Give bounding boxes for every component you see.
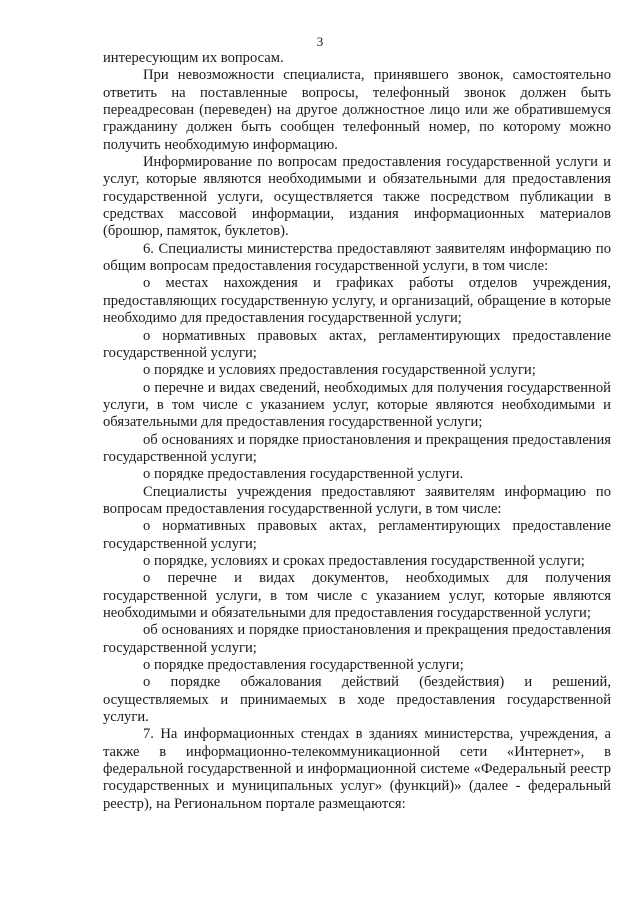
list-item: о порядке предоставления государственной услуги; [143,657,464,674]
paragraph-mass-media-info: Информирование по вопросам предоставления государственной услуги и услуг, которые являются необходимыми и обязательными для предоставления государственной услуги, осуществляется также посредством публикации в средствах массовой информации, издания информационных материалов (брошюр, памяток, буклетов). [103,154,611,240]
paragraph-item-7: 7. На информационных стендах в зданиях министерства, учреждения, а также в информационно-телекоммуникационной сети «Интернет», в федеральной государственной и информационной системе «Федеральный реестр государственных и муниципальных услуг» (функций)» (далее - федеральный реестр), на Региональном портале размещаются: [103,726,611,812]
list-item: о нормативных правовых актах, регламентирующих предоставление государственной услуги; [103,518,611,552]
list-item: о перечне и видах сведений, необходимых для получения государственной услуги, в том числе с указанием услуг, которые являются необходимыми и обязательными для предоставления государственной услуги; [103,379,611,431]
paragraph-item-6: 6. Специалисты министерства предоставляют заявителям информацию по общим вопросам предоставления государственной услуги, в том числе: [103,240,611,275]
list-item: о порядке обжалования действий (бездействия) и решений, осуществляемых и принимаемых в ходе предоставления государственной услуги. [103,674,611,726]
list-item: о местах нахождения и графиках работы отделов учреждения, предоставляющих государственную услугу, и организаций, обращение в которые необходимо для предоставления государственной услуги; [103,275,611,327]
list-item: о нормативных правовых актах, регламентирующих предоставление государственной услуги; [103,327,611,361]
paragraph-institution-specialists: Специалисты учреждения предоставляют заявителям информацию по вопросам предоставления государственной услуги, в том числе: [103,483,611,517]
paragraph-continuation: интересующим их вопросам. [103,50,284,66]
list-item: об основаниях и порядке приостановления и прекращения предоставления государственной услуги; [103,622,611,656]
page-number: 3 [316,34,324,49]
list-item: о перечне и видах документов, необходимых для получения государственной услуги, в том числе с указанием услуг, которые являются необходимыми и обязательными для предоставления государственной услуги; [103,570,611,621]
list-item: о порядке и условиях предоставления государственной услуги; [143,362,536,379]
document-body [103,50,611,813]
list-item: об основаниях и порядке приостановления и прекращения предоставления государственной услуги; [103,431,611,465]
list-item: о порядке предоставления государственной услуги. [143,466,464,483]
paragraph-call-redirect: При невозможности специалиста, принявшего звонок, самостоятельно ответить на поставленные вопросы, телефонный звонок должен быть переадресован (переведен) на другое должностное лицо или же обратившемуся гражданину должен быть сообщен телефонный номер, по которому можно получить необходимую информацию. [103,67,611,153]
list-item: о порядке, условиях и сроках предоставления государственной услуги; [143,552,585,569]
